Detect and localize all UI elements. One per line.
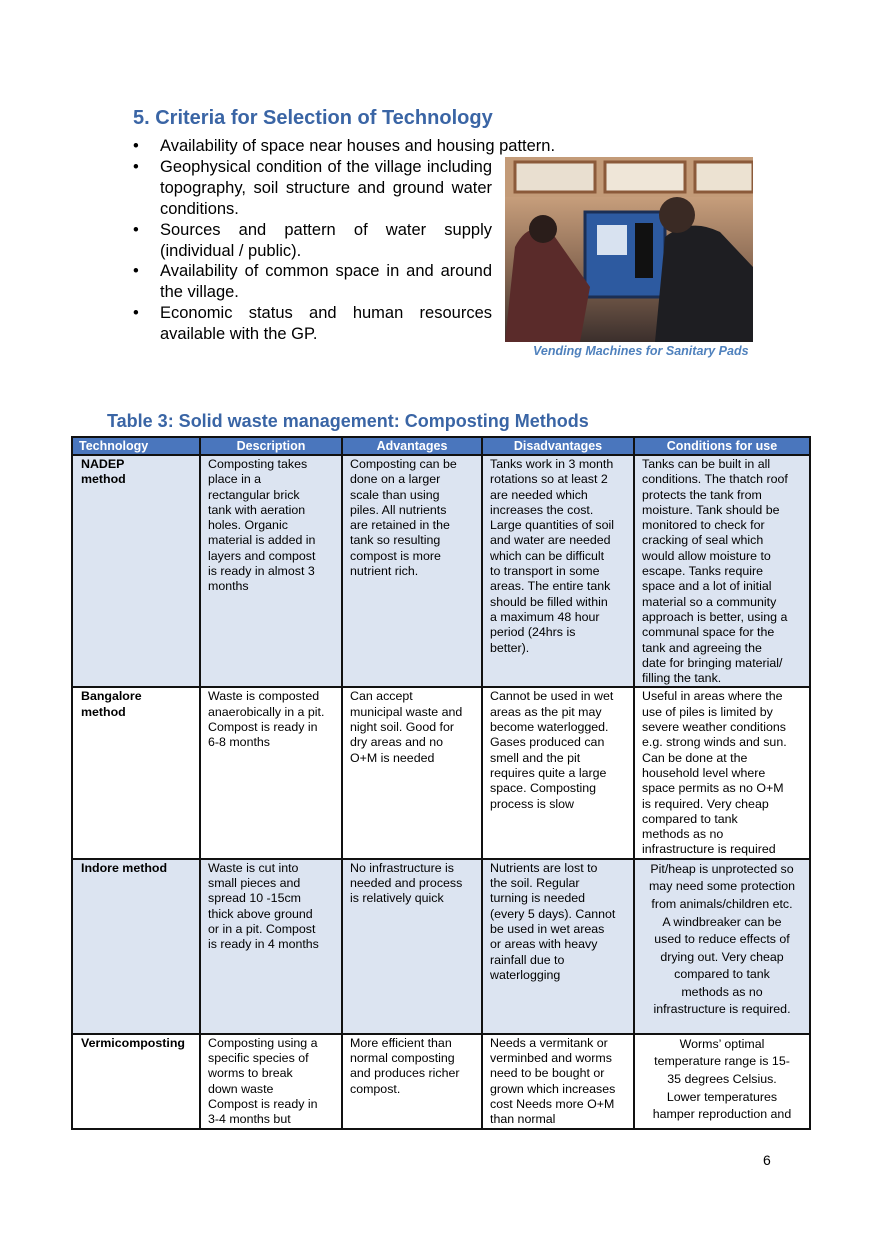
table-row bbox=[72, 687, 810, 858]
bullet-icon: • bbox=[133, 221, 139, 239]
technology-cell: NADEP method bbox=[72, 455, 200, 687]
table-row bbox=[72, 455, 810, 687]
advantages-cell: Can accept municipal waste and night soil. Good for dry areas and no O+M is needed bbox=[342, 687, 482, 858]
bullet-icon: • bbox=[133, 137, 139, 155]
bullet-icon: • bbox=[133, 262, 139, 280]
vending-machine-photo bbox=[505, 157, 753, 342]
advantages-cell: Composting can be done on a larger scale than using piles. All nutrients are retained in the tank so resulting compost is more nutrient rich. bbox=[342, 455, 482, 687]
column-header: Technology bbox=[72, 437, 200, 455]
page-number: 6 bbox=[763, 1152, 771, 1168]
table-caption: Table 3: Solid waste management: Composting Methods bbox=[107, 411, 589, 431]
technology-cell: Bangalore method bbox=[72, 687, 200, 858]
disadvantages-cell: Tanks work in 3 month rotations so at least 2 are needed which increases the cost. Large quantities of soil and water are needed which can be difficult to transport in some areas. The entire tank should be filled within a maximum 48 hour period (24hrs is better). bbox=[482, 455, 634, 687]
section-heading: 5. Criteria for Selection of Technology bbox=[133, 107, 493, 129]
table-row bbox=[72, 859, 810, 1034]
column-header: Conditions for use bbox=[634, 437, 810, 455]
technology-cell: Vermicomposting bbox=[72, 1034, 200, 1129]
disadvantages-cell: Cannot be used in wet areas as the pit may become waterlogged. Gases produced can smell and the pit requires quite a large space. Composting process is slow bbox=[482, 687, 634, 858]
column-header: Description bbox=[200, 437, 342, 455]
conditions-cell: Tanks can be built in all conditions. The thatch roof protects the tank from moisture. Tank should be monitored to check for cracking of seal which would allow moisture to escape. Tanks require space and a lot of initial material so a community approach is better, using a communal space for the tank and agreeing the date for bringing material/ filling the tank. bbox=[634, 455, 810, 687]
bullet-icon: • bbox=[133, 158, 139, 176]
conditions-cell: Worms’ optimal temperature range is 15- 35 degrees Celsius. Lower temperatures hamper reproduction and bbox=[634, 1034, 810, 1129]
description-cell: Composting using a specific species of worms to break down waste Compost is ready in 3-4 months but bbox=[200, 1034, 342, 1129]
bullet-icon: • bbox=[133, 304, 139, 322]
table-row bbox=[72, 1034, 810, 1129]
conditions-cell: Pit/heap is unprotected so may need some protection from animals/children etc. A windbreaker can be used to reduce effects of drying out. Very cheap compared to tank methods as no infrastructure is required. bbox=[634, 859, 810, 1034]
column-header: Advantages bbox=[342, 437, 482, 455]
description-cell: Composting takes place in a rectangular brick tank with aeration holes. Organic material is added in layers and compost is ready in almost 3 months bbox=[200, 455, 342, 687]
disadvantages-cell: Nutrients are lost to the soil. Regular turning is needed (every 5 days). Cannot be used in wet areas or areas with heavy rainfall due to waterlogging bbox=[482, 859, 634, 1034]
table-header-row bbox=[72, 437, 810, 455]
document-page: 5. Criteria for Selection of Technology • Availability of space near houses and housing pattern. • Geophysical condition of the village including topography, soil structure and ground water conditions. • Sources and pattern of water supply (individual / public). • Availability of common space in and around the village. • Economic status and human resources available with the GP. Vending Machines for Sanitary Pads Table 3: Solid waste management: Composting Methods Technology Description Advantages Disadvantages Conditions for use NADEP method Composting takes place in a rectangular brick tank with aeration holes. Organic material is added in layers and compost is ready in almost 3 months Composting can be done on a larger scale than using piles. All nutrients are retained in the tank so resulting compost is more nutrient rich. Tanks work in 3 month rotations so at least 2 are needed which increases the cost. Large quantities of soil and water are needed which can be difficult to transport in some areas. The entire tank should be filled within a maximum 48 hour period (24hrs is better). Tanks can be built in all conditions. The thatch roof protects the tank from moisture. Tank should be monitored to check for cracking of seal which would allow moisture to escape. Tanks require space and a lot of initial material so a community approach is better, using a communal space for the tank and agreeing the date for bringing material/ filling the tank. Bangalore method Waste is composted anaerobically in a pit. Compost is ready in 6-8 months Can accept municipal waste and night soil. Good for dry areas and no O+M is needed Cannot be used in wet areas as the pit may become waterlogged. Gases produced can smell and the pit requires quite a large space. Composting process is slow Useful in areas where the use of piles is limited by severe weather conditions e.g. strong winds and sun. Can be done at the household level where space permits as no O+M is required. Very cheap compared to tank methods as no infrastructure is required Indore method Waste is cut into small pieces and spread 10 -15cm thick above ground or in a pit. Compost is ready in 4 months No infrastructure is needed and process is relatively quick Nutrients are lost to the soil. Regular turning is needed (every 5 days). Cannot be used in wet areas or areas with heavy rainfall due to waterlogging Pit/heap is unprotected so may need some protection from animals/children etc. A windbreaker can be used to reduce effects of drying out. Very cheap compared to tank methods as no infrastructure is required. Vermicomposting Composting using a specific species of worms to break down waste Compost is ready in 3-4 months but More efficient than normal composting and produces richer compost. Needs a vermitank or verminbed and worms need to be bought or grown which increases cost Needs more O+M than normal Worms’ optimal temperature range is 15- 35 degrees Celsius. Lower temperatures hamper reproduction and 6 bbox=[0, 0, 880, 1244]
description-cell: Waste is cut into small pieces and spread 10 -15cm thick above ground or in a pit. Compost is ready in 4 months bbox=[200, 859, 342, 1034]
advantages-cell: No infrastructure is needed and process is relatively quick bbox=[342, 859, 482, 1034]
photo-caption: Vending Machines for Sanitary Pads bbox=[533, 344, 749, 358]
column-header: Disadvantages bbox=[482, 437, 634, 455]
disadvantages-cell: Needs a vermitank or verminbed and worms need to be bought or grown which increases cost Needs more O+M than normal bbox=[482, 1034, 634, 1129]
composting-methods-table bbox=[71, 436, 811, 1130]
advantages-cell: More efficient than normal composting and produces richer compost. bbox=[342, 1034, 482, 1129]
technology-cell: Indore method bbox=[72, 859, 200, 1034]
conditions-cell: Useful in areas where the use of piles is limited by severe weather conditions e.g. strong winds and sun. Can be done at the household level where space permits as no O+M is required. Very cheap compared to tank methods as no infrastructure is required bbox=[634, 687, 810, 858]
description-cell: Waste is composted anaerobically in a pit. Compost is ready in 6-8 months bbox=[200, 687, 342, 858]
